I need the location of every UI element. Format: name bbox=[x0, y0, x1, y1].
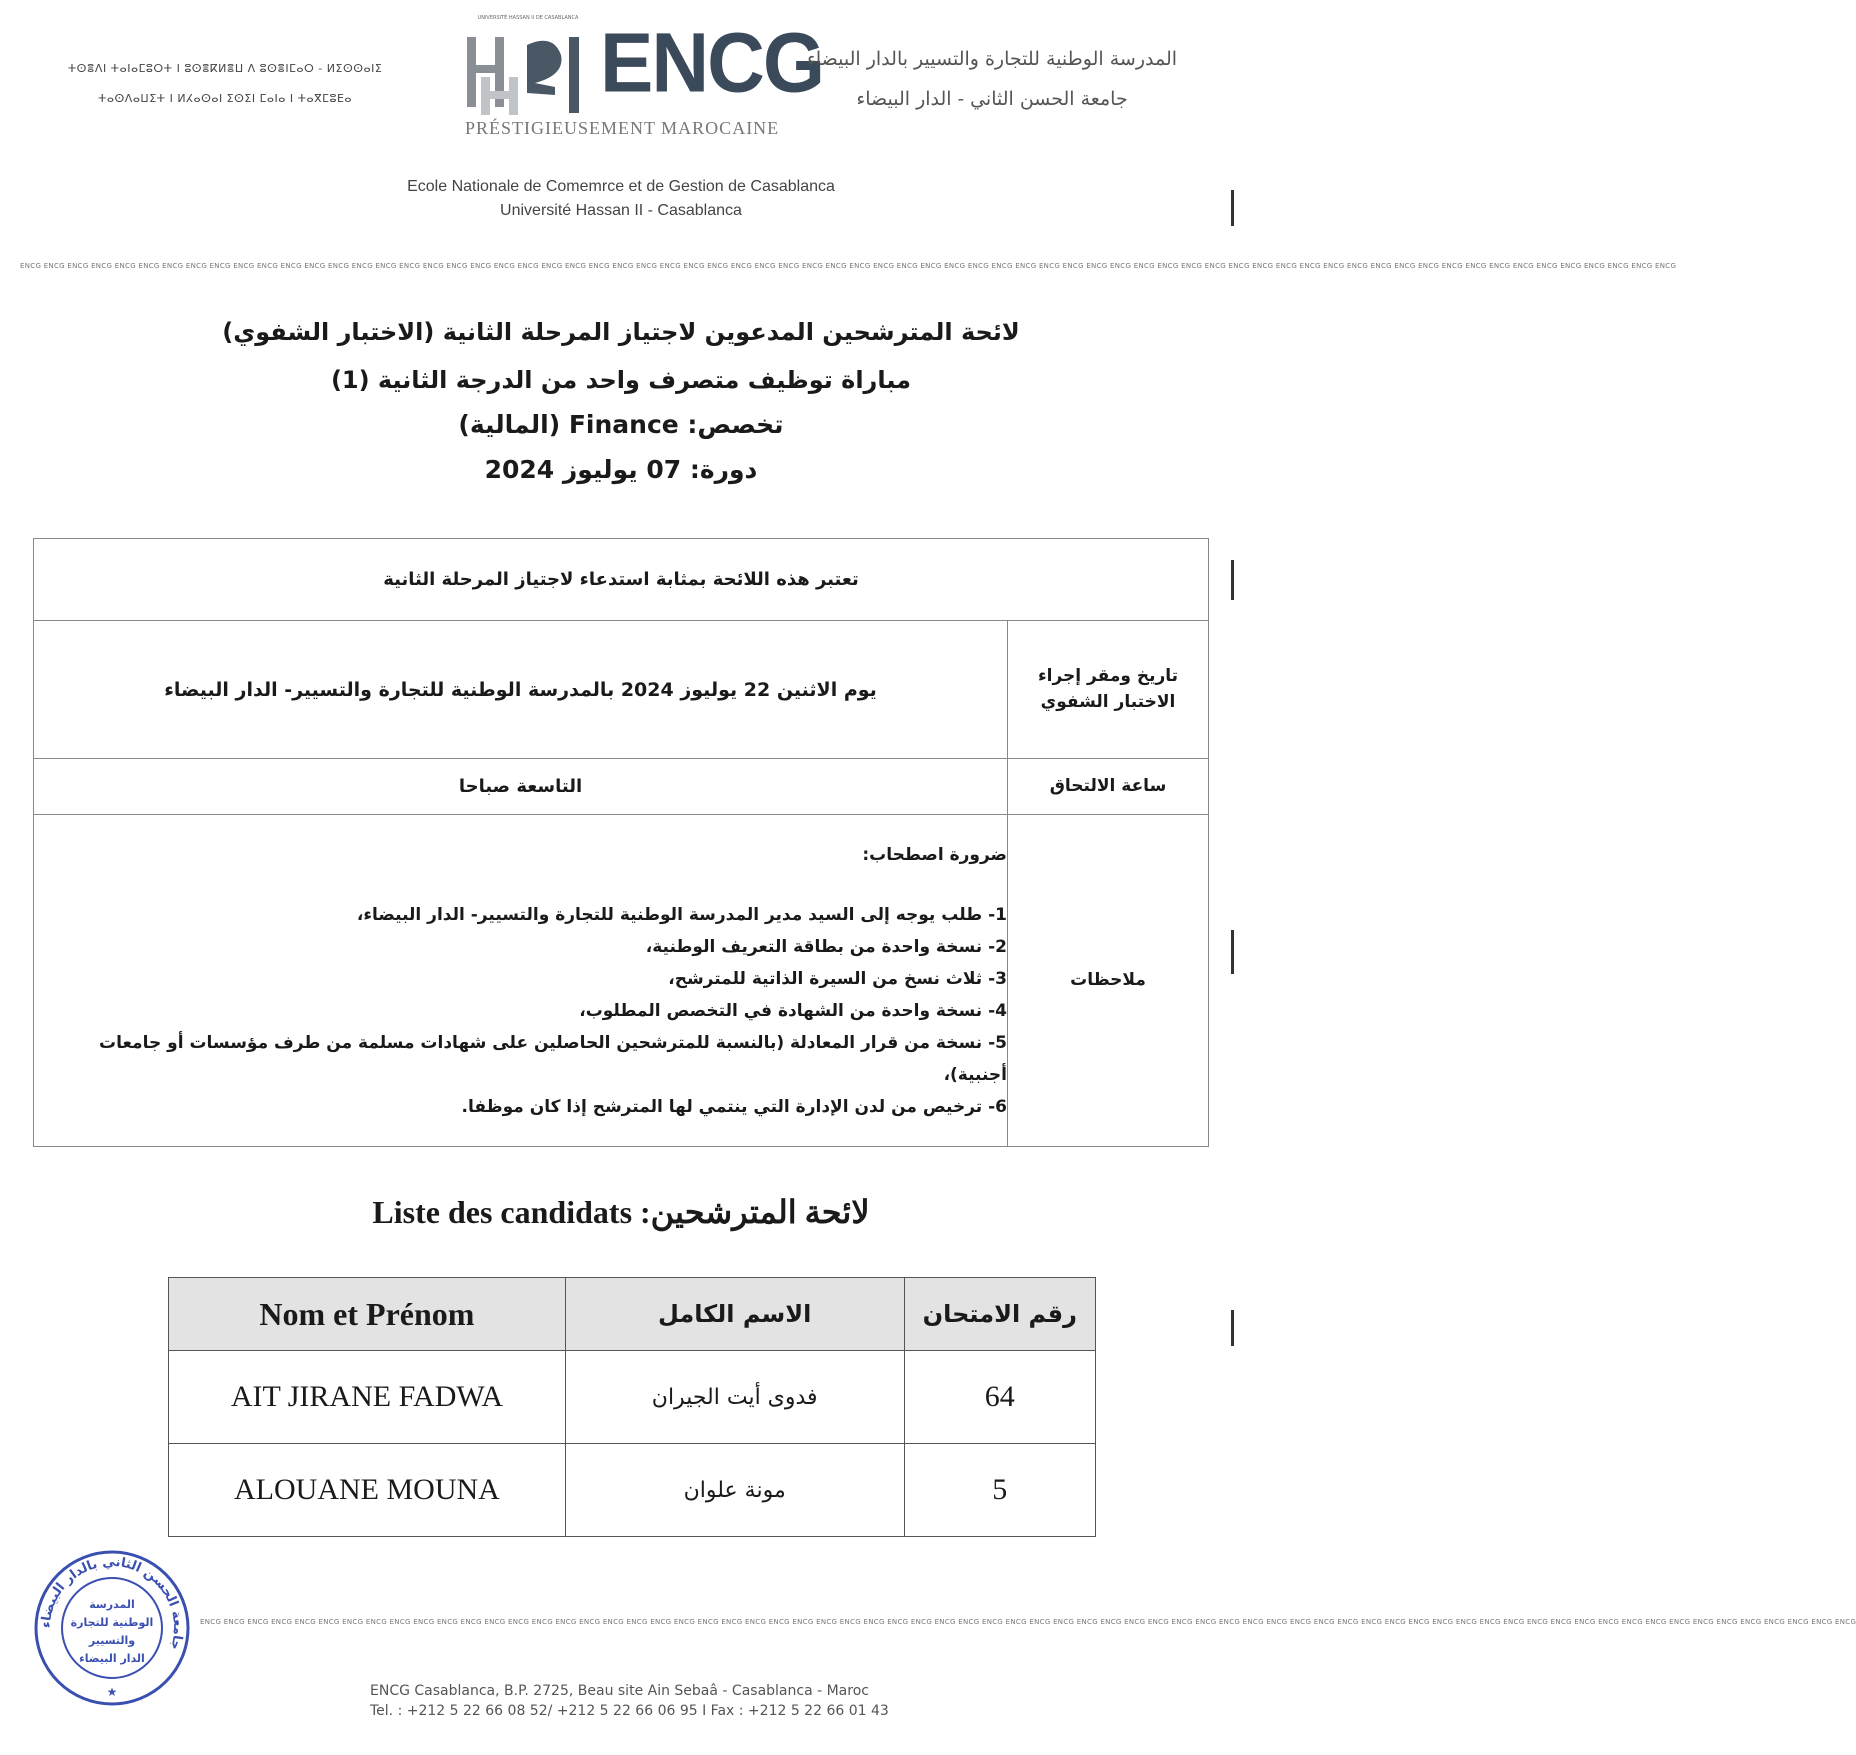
notes-item: 2- نسخة واحدة من بطاقة التعريف الوطنية، bbox=[645, 936, 1007, 957]
table-row bbox=[169, 1351, 1096, 1444]
candidates-table bbox=[168, 1277, 1096, 1537]
competition-title: مباراة توظيف متصرف واحد من الدرجة الثانية (1) bbox=[330, 366, 912, 394]
header-exam-number: رقم الامتحان bbox=[904, 1278, 1095, 1351]
stamp-line-3: والتسيير bbox=[88, 1634, 136, 1647]
tifinagh-university-name: ⵜⴰⵙⴷⴰⵡⵉⵜ ⵏ ⵍⵃⴰⵙⴰⵏ ⵉⵙⵉⵏ ⵎⴰⵏⴰ ⵏ ⵜⴰⴳⵎⵓⴹⴰ bbox=[97, 92, 353, 105]
candidate-name-ar: مونة علوان bbox=[565, 1444, 904, 1537]
notes-intro: ضرورة اصطحاب: bbox=[862, 844, 1007, 865]
notes-item: 1- طلب يوجه إلى السيد مدير المدرسة الوطنية للتجارة والتسيير- الدار البيضاء، bbox=[356, 904, 1007, 925]
header-name-ar: الاسم الكامل bbox=[565, 1278, 904, 1351]
date-label: تاريخ ومقر إجراء الاختبار الشفوي bbox=[1008, 621, 1209, 759]
logo-tagline: PRÉSTIGIEUSEMENT MAROCAINE bbox=[465, 118, 780, 138]
candidates-header-row bbox=[169, 1278, 1096, 1351]
candidate-name-fr: AIT JIRANE FADWA bbox=[169, 1351, 566, 1444]
candidates-list-title: Liste des candidats :لائحة المترشحين bbox=[372, 1194, 870, 1230]
encg-logo bbox=[460, 15, 824, 145]
arabic-university-name: جامعة الحسن الثاني - الدار البيضاء bbox=[856, 88, 1128, 110]
notice-row bbox=[34, 539, 1209, 621]
university-name-fr: Université Hassan II - Casablanca bbox=[500, 202, 742, 219]
scan-mark bbox=[1231, 930, 1234, 974]
notes-item: 5- نسخة من قرار المعادلة (بالنسبة للمترشحين الحاصلين على شهادات مسلمة من طرف مؤسسات أو جامعات أجنبية)، bbox=[99, 1032, 1007, 1085]
tifinagh-institution-name: ⵜⵙⴻⴷⵏ ⵜⴰⵏⴰⵎⵓⵔⵜ ⵏ ⵓⵙⴻⴽⵍⴻⵡ ⴷ ⵓⵙⴻⵏⵎⴰⵔ - ⵍⵉⵙⵙⴰⵏⵉ bbox=[67, 62, 383, 75]
document-title: لائحة المترشحين المدعوين لاجتياز المرحلة الثانية (الاختبار الشفوي) bbox=[222, 318, 1020, 346]
stamp-ring-text: جامعة الحسن الثاني بالدار البيضاء bbox=[38, 1554, 186, 1652]
logo-small-caption: UNIVERSITÉ HASSAN II DE CASABLANCA bbox=[477, 15, 579, 21]
notes-row bbox=[34, 815, 1209, 1147]
candidate-name-ar: فدوى أيت الجيران bbox=[565, 1351, 904, 1444]
stamp-star-icon: ★ bbox=[106, 1685, 118, 1699]
time-value: التاسعة صباحا bbox=[34, 759, 1008, 815]
stamp-line-4: الدار البيضاء bbox=[79, 1652, 145, 1665]
scan-mark bbox=[1231, 560, 1234, 600]
stamp-line-1: المدرسة bbox=[89, 1598, 135, 1611]
date-value: يوم الاثنين 22 يوليوز 2024 بالمدرسة الوطنية للتجارة والتسيير- الدار البيضاء bbox=[34, 621, 1008, 759]
candidate-exam-number: 5 bbox=[904, 1444, 1095, 1537]
notes-item: 6- ترخيص من لدن الإدارة التي ينتمي لها المترشح إذا كان موظفا. bbox=[461, 1096, 1007, 1117]
arabic-institution-name: المدرسة الوطنية للتجارة والتسيير بالدار البيضاء bbox=[806, 48, 1178, 70]
header-name-fr: Nom et Prénom bbox=[169, 1278, 566, 1351]
candidate-exam-number: 64 bbox=[904, 1351, 1095, 1444]
footer-address: ENCG Casablanca, B.P. 2725, Beau site Ain Sebaâ - Casablanca - Maroc bbox=[370, 1683, 869, 1699]
footer-phones: Tel. : +212 5 22 66 08 52/ +212 5 22 66 06 95 I Fax : +212 5 22 66 01 43 bbox=[370, 1703, 889, 1719]
notes-label: ملاحظات bbox=[1008, 815, 1209, 1147]
university-emblem-icon bbox=[465, 25, 595, 125]
logo-wordmark: ENCG bbox=[600, 15, 824, 110]
time-label: ساعة الالتحاق bbox=[1008, 759, 1209, 815]
time-row bbox=[34, 759, 1209, 815]
scan-mark bbox=[1231, 190, 1234, 226]
encg-pattern-strip-top: ENCG ENCG ENCG ENCG ENCG ENCG ENCG ENCG ENCG ENCG ENCG ENCG ENCG ENCG ENCG ENCG ENCG ENCG ENCG ENCG ENCG ENCG ENCG ENCG ENCG ENCG ENCG ENCG ENCG ENCG ENCG ENCG ENCG ENCG ENCG ENCG ENCG ENCG ENCG ENCG ENCG ENCG ENCG ENCG ENCG ENCG ENCG ENCG ENCG ENCG ENCG ENCG ENCG ENCG ENCG ENCG ENCG ENCG ENCG ENCG ENCG ENCG ENCG ENCG ENCG ENCG ENCG ENCG ENCG ENCG bbox=[20, 262, 1677, 270]
notes-content bbox=[34, 815, 1008, 1147]
notes-item: 4- نسخة واحدة من الشهادة في التخصص المطلوب، bbox=[579, 1000, 1007, 1021]
notes-item: 3- ثلاث نسخ من السيرة الذاتية للمترشح، bbox=[668, 968, 1007, 989]
exam-info-table bbox=[33, 538, 1209, 1147]
date-row bbox=[34, 621, 1209, 759]
table-row bbox=[169, 1444, 1096, 1537]
session-date: دورة: 07 يوليوز 2024 bbox=[484, 455, 758, 484]
stamp-line-2: الوطنية للتجارة bbox=[70, 1616, 154, 1629]
convocation-notice: تعتبر هذه اللائحة بمثابة استدعاء لاجتياز المرحلة الثانية bbox=[34, 539, 1209, 621]
school-name-fr: Ecole Nationale de Comemrce et de Gestion de Casablanca bbox=[407, 178, 835, 195]
official-stamp-icon bbox=[32, 1548, 192, 1708]
encg-pattern-strip-bottom: ENCG ENCG ENCG ENCG ENCG ENCG ENCG ENCG ENCG ENCG ENCG ENCG ENCG ENCG ENCG ENCG ENCG ENCG ENCG ENCG ENCG ENCG ENCG ENCG ENCG ENCG ENCG ENCG ENCG ENCG ENCG ENCG ENCG ENCG ENCG ENCG ENCG ENCG ENCG ENCG ENCG ENCG ENCG ENCG ENCG ENCG ENCG ENCG ENCG ENCG ENCG ENCG ENCG ENCG ENCG ENCG ENCG ENCG ENCG ENCG ENCG ENCG ENCG ENCG ENCG ENCG ENCG ENCG ENCG ENCG bbox=[200, 1618, 1856, 1626]
scan-mark bbox=[1231, 1310, 1234, 1346]
candidate-name-fr: ALOUANE MOUNA bbox=[169, 1444, 566, 1537]
specialty-title: تخصص: Finance (المالية) bbox=[458, 410, 784, 439]
